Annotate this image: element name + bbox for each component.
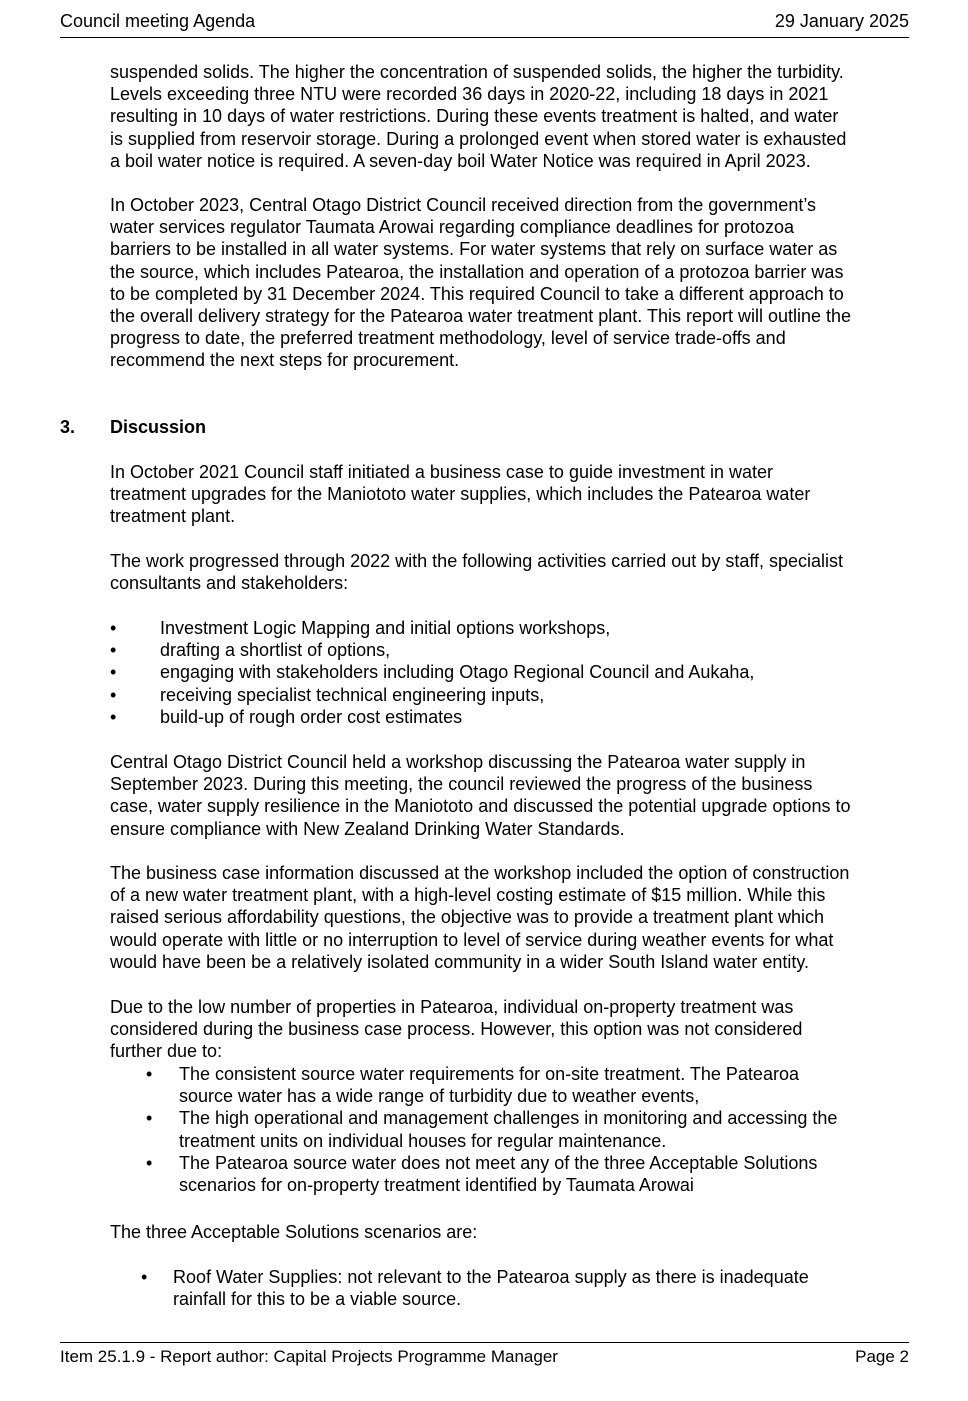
section-heading: Discussion <box>110 417 207 437</box>
list-item-text: receiving specialist technical engineering inputs, <box>160 684 545 705</box>
text-line: In October 2021 Council staff initiated a business case to guide investment in water <box>110 462 774 482</box>
bullet-icon: • <box>110 684 117 705</box>
text-line: water services regulator Taumata Arowai regarding compliance deadlines for protozoa <box>110 217 795 238</box>
text-line: ensure compliance with New Zealand Drinking Water Standards. <box>110 818 625 839</box>
activities-list <box>110 617 910 728</box>
text-line: Central Otago District Council held a workshop discussing the Patearoa water supply in <box>110 752 806 772</box>
bullet-icon: • <box>146 1152 153 1173</box>
text-line: suspended solids. The higher the concentration of suspended solids, the higher the turbidity. <box>110 62 844 82</box>
page-number: Page 2 <box>855 1347 909 1366</box>
list-item-text: rainfall for this to be a viable source. <box>173 1289 462 1310</box>
paragraph-business-case <box>110 461 910 528</box>
text-line: Levels exceeding three NTU were recorded 36 days in 2020-22, including 18 days in 2021 <box>110 84 829 105</box>
page-footer <box>60 1342 909 1366</box>
list-item <box>110 1107 910 1151</box>
text-line: consultants and stakeholders: <box>110 573 349 594</box>
list-item-text: The high operational and management challenges in monitoring and accessing the <box>179 1108 838 1129</box>
text-line: treatment upgrades for the Maniototo water supplies, which includes the Patearoa water <box>110 484 811 505</box>
bullet-icon: • <box>141 1267 148 1287</box>
text-line: recommend the next steps for procurement. <box>110 350 460 371</box>
text-line: is supplied from reservoir storage. During a prolonged event when stored water is exhausted <box>110 128 847 149</box>
text-line: further due to: <box>110 1041 223 1062</box>
paragraph-scenarios-intro <box>110 1221 910 1243</box>
text-line: Due to the low number of properties in Patearoa, individual on-property treatment was <box>110 997 794 1017</box>
text-line: resulting in 10 days of water restrictions. During these events treatment is halted, and water <box>110 106 839 127</box>
bullet-icon: • <box>110 640 117 661</box>
text-line: the overall delivery strategy for the Patearoa water treatment plant. This report will outline the <box>110 306 852 327</box>
scenarios-list <box>110 1266 910 1310</box>
list-item-text: treatment units on individual houses for regular maintenance. <box>179 1130 667 1151</box>
paragraph-costing <box>110 862 910 973</box>
bullet-icon: • <box>146 1064 153 1084</box>
bullet-icon: • <box>110 662 117 683</box>
list-item-text: Investment Logic Mapping and initial options workshops, <box>160 618 611 638</box>
item-author: Item 25.1.9 - Report author: Capital Projects Programme Manager <box>60 1347 558 1366</box>
list-item-text: scenarios for on-property treatment identified by Taumata Arowai <box>179 1175 694 1196</box>
section-number: 3. <box>60 417 76 437</box>
text-line: considered during the business case process. However, this option was not considered <box>110 1019 803 1040</box>
paragraph-work-progress <box>110 550 910 594</box>
list-item <box>110 1063 910 1107</box>
list-item-text: The consistent source water requirements for on-site treatment. The Patearoa <box>179 1064 799 1084</box>
text-line: would have been be a relatively isolated community in a wider South Island water entity. <box>110 951 810 972</box>
text-line: the source, which includes Patearoa, the installation and operation of a protozoa barrier was <box>110 261 844 282</box>
text-line: would operate with little or no interruption to level of service during weather events for what <box>110 929 834 950</box>
text-line: raised serious affordability questions, the objective was to provide a treatment plant which <box>110 907 825 928</box>
paragraph-regulator <box>110 194 910 372</box>
text-line: a boil water notice is required. A seven-day boil Water Notice was required in April 2023. <box>110 150 811 171</box>
list-item <box>110 1152 910 1196</box>
list-item <box>110 706 910 728</box>
list-item-text: drafting a shortlist of options, <box>160 640 391 661</box>
list-item-text: source water has a wide range of turbidity due to weather events, <box>179 1086 700 1107</box>
meeting-date: 29 January 2025 <box>774 11 909 31</box>
list-item <box>110 661 910 683</box>
text-line: In October 2023, Central Otago District Council received direction from the government’s <box>110 195 816 215</box>
list-item-text: Roof Water Supplies: not relevant to the Patearoa supply as there is inadequate <box>173 1267 809 1287</box>
paragraph-turbidity <box>110 61 910 172</box>
list-item-text: build-up of rough order cost estimates <box>160 706 463 727</box>
text-line: of a new water treatment plant, with a high-level costing estimate of $15 million. While this <box>110 885 826 906</box>
page-header <box>60 11 909 38</box>
list-item <box>110 1266 910 1310</box>
bullet-icon: • <box>146 1108 153 1129</box>
bullet-icon: • <box>110 706 117 727</box>
list-item <box>110 684 910 706</box>
text-line: case, water supply resilience in the Maniototo and discussed the potential upgrade options to <box>110 796 851 817</box>
document-title: Council meeting Agenda <box>60 11 256 31</box>
list-item <box>110 617 910 639</box>
text-line: September 2023. During this meeting, the council reviewed the progress of the business <box>110 774 813 795</box>
list-item-text: The Patearoa source water does not meet any of the three Acceptable Solutions <box>179 1152 818 1173</box>
list-item <box>110 639 910 661</box>
text-line: to be completed by 31 December 2024. This required Council to take a different approach to <box>110 283 844 304</box>
paragraph-on-property <box>110 996 910 1063</box>
bullet-icon: • <box>110 618 117 638</box>
reasons-list <box>110 1063 910 1196</box>
text-line: The three Acceptable Solutions scenarios are: <box>110 1222 478 1242</box>
list-item-text: engaging with stakeholders including Otago Regional Council and Aukaha, <box>160 662 755 683</box>
text-line: The work progressed through 2022 with the following activities carried out by staff, specialist <box>110 551 844 571</box>
text-line: treatment plant. <box>110 506 236 527</box>
text-line: barriers to be installed in all water systems. For water systems that rely on surface water as <box>110 239 838 260</box>
text-line: progress to date, the preferred treatment methodology, level of service trade-offs and <box>110 328 786 349</box>
text-line: The business case information discussed at the workshop included the option of construction <box>110 863 850 883</box>
paragraph-workshop <box>110 751 910 840</box>
